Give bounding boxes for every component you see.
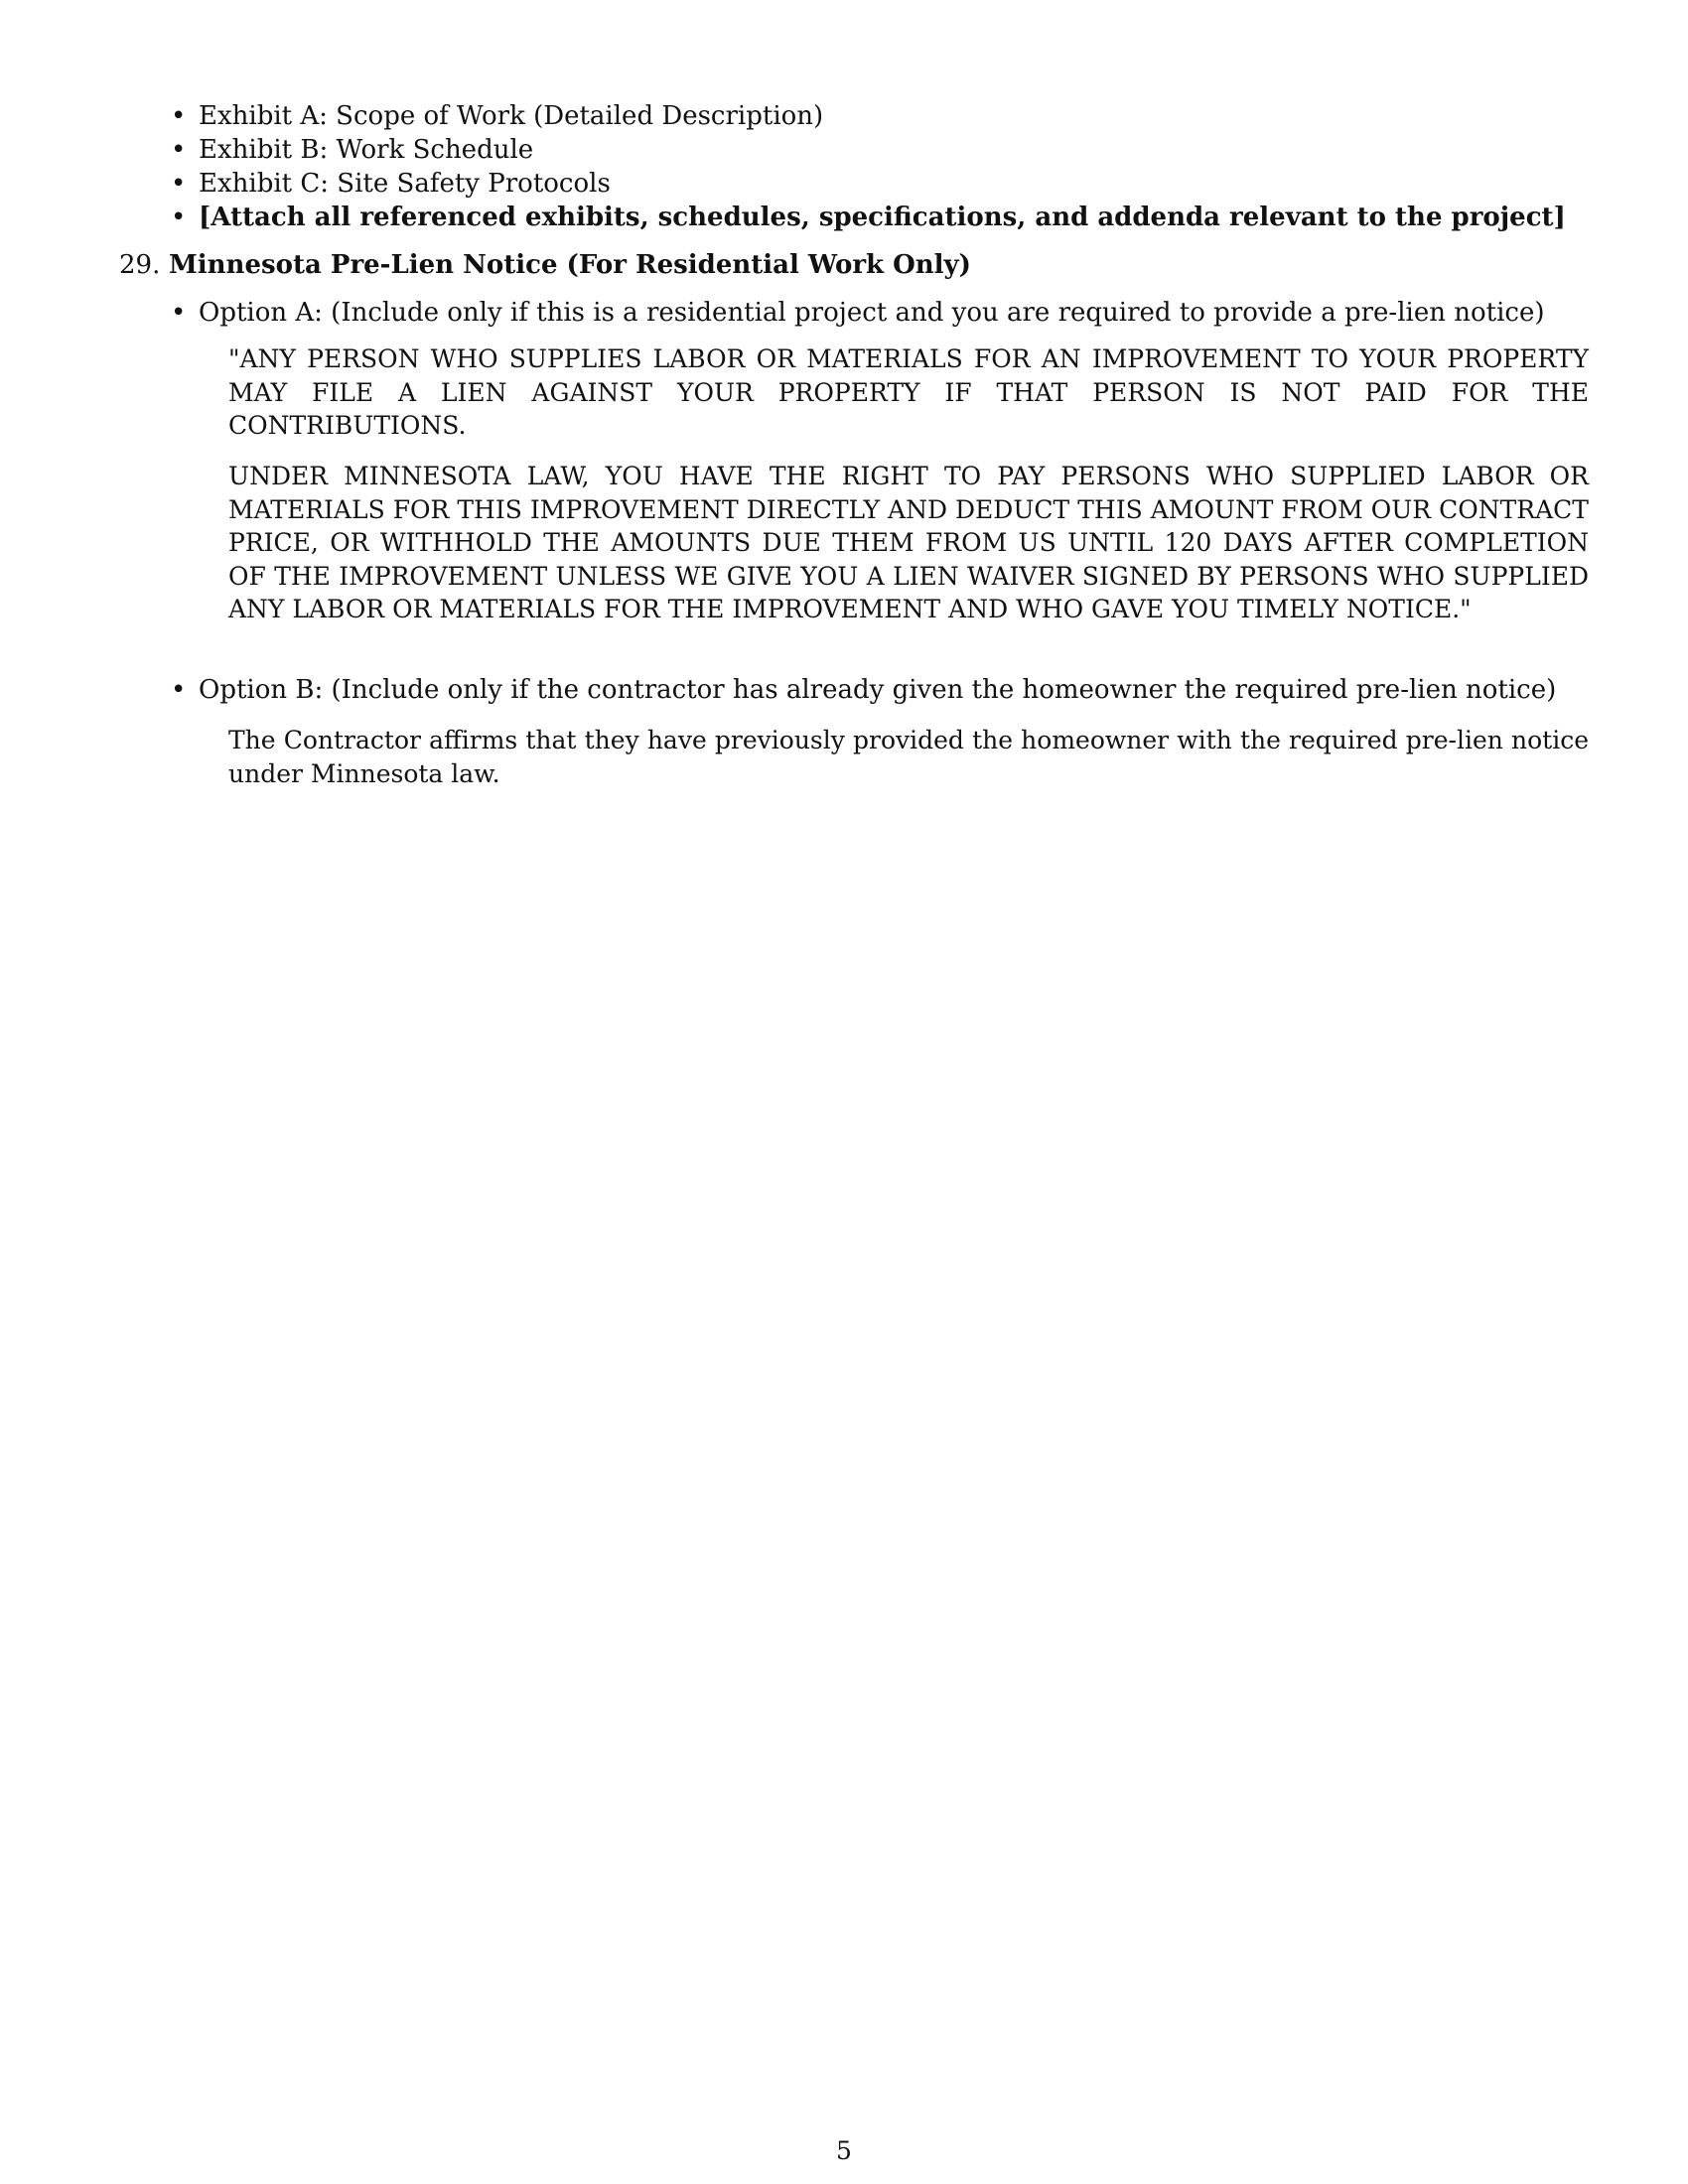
bullet-icon: •: [171, 298, 187, 328]
option-a-paragraph-1: "ANY PERSON WHO SUPPLIES LABOR OR MATERIALS FOR AN IMPROVEMENT TO YOUR PROPERTY MAY FILE A LIEN AGAINST YOUR PROPERTY IF THAT PERSON IS NOT PAID FOR THE CONTRIBUTIONS.: [228, 344, 1589, 440]
section-title: Minnesota Pre-Lien Notice (For Residential Work Only): [169, 250, 971, 280]
exhibit-item: [171, 133, 1589, 167]
exhibit-item: [171, 99, 1589, 133]
section-number: 29.: [119, 250, 161, 280]
bullet-icon: •: [171, 675, 187, 705]
bullet-icon: •: [171, 169, 187, 199]
exhibit-item: [171, 201, 1589, 234]
exhibit-text: Exhibit B: Work Schedule: [199, 135, 534, 165]
exhibit-text: [Attach all referenced exhibits, schedules, specifications, and addenda relevant to the project]: [199, 203, 1566, 232]
section-heading: [119, 248, 971, 282]
option-b-item: [171, 673, 1589, 707]
bullet-icon: •: [171, 203, 187, 232]
exhibit-text: Exhibit A: Scope of Work (Detailed Description): [199, 101, 824, 131]
option-a-label: Option A: (Include only if this is a residential project and you are required to provide a pre-lien notice): [199, 298, 1545, 328]
option-a-item: [171, 296, 1589, 330]
page-number: 5: [836, 2136, 852, 2165]
exhibit-list: [171, 99, 1589, 234]
option-b-paragraph: The Contractor affirms that they have previously provided the homeowner with the required pre-lien notice under Minnesota law.: [228, 726, 1589, 788]
option-a-paragraph-2: UNDER MINNESOTA LAW, YOU HAVE THE RIGHT TO PAY PERSONS WHO SUPPLIED LABOR OR MATERIALS FOR THIS IMPROVEMENT DIRECTLY AND DEDUCT THIS AMOUNT FROM OUR CONTRACT PRICE, OR WITHHOLD THE AMOUNTS DUE THEM FROM US UNTIL 120 DAYS AFTER COMPLETION OF THE IMPROVEMENT UNLESS WE GIVE YOU A LIEN WAIVER SIGNED BY PERSONS WHO SUPPLIED ANY LABOR OR MATERIALS FOR THE IMPROVEMENT AND WHO GAVE YOU TIMELY NOTICE.": [228, 462, 1589, 623]
exhibit-text: Exhibit C: Site Safety Protocols: [199, 169, 611, 199]
bullet-icon: •: [171, 135, 187, 165]
option-b-label: Option B: (Include only if the contractor has already given the homeowner the required pre-lien notice): [199, 675, 1557, 705]
bullet-icon: •: [171, 101, 187, 131]
exhibit-item: [171, 167, 1589, 201]
